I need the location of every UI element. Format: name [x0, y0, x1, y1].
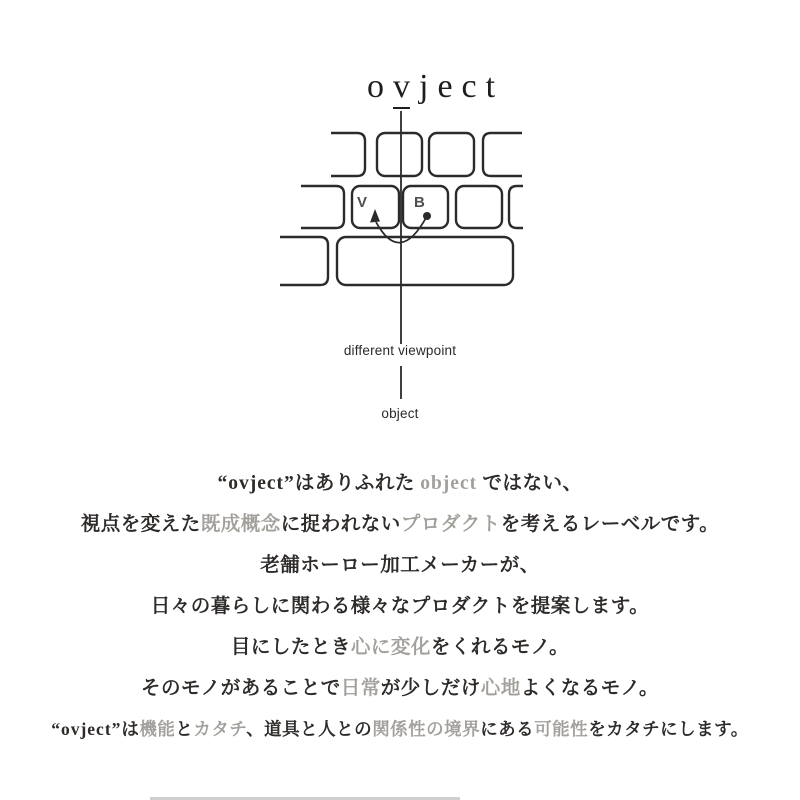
key-v-label: V — [357, 194, 368, 211]
swap-arrow-head-icon — [370, 209, 380, 223]
brand-description — [0, 463, 800, 750]
key-top-1 — [377, 133, 422, 176]
description-line-6: そのモノがあることで日常が少しだけ心地よくなるモノ。 — [140, 678, 660, 699]
label-different-viewpoint: different viewpoint — [343, 343, 457, 358]
key-b-label: B — [414, 194, 425, 211]
key-partial-bottom-left — [280, 237, 328, 285]
key-spacebar — [337, 237, 513, 285]
logo-letter-e: e — [437, 68, 453, 105]
logo-letter-v-underlined: v — [393, 68, 410, 109]
key-top-2 — [429, 133, 474, 176]
logo-letter-c: c — [461, 68, 477, 105]
description-line-4: 日々の暮らしに関わる様々なプロダクトを提案します。 — [150, 596, 650, 617]
key-partial-top-left — [331, 133, 365, 176]
label-object: object — [381, 406, 419, 421]
description-line-1: “ovject”はありふれた object ではない、 — [217, 473, 583, 494]
swap-arrow — [376, 216, 427, 243]
key-partial-mid-left — [301, 186, 344, 228]
logo-ovject — [367, 68, 504, 109]
description-line-5: 目にしたとき心に変化をくれるモノ。 — [230, 637, 570, 658]
keyboard-illustration — [268, 123, 536, 297]
key-partial-top-right — [483, 133, 522, 176]
description-line-3: 老舗ホーロー加工メーカーが、 — [260, 555, 540, 576]
description-line-2: 視点を変えた既成概念に捉われないプロダクトを考えるレーベルです。 — [80, 514, 720, 535]
description-line-7: “ovject”は機能とカタチ、道具と人との関係性の境界にある可能性をカタチにします。 — [51, 719, 749, 739]
key-mid-right — [456, 186, 502, 228]
swap-arrow-start-dot — [423, 212, 431, 220]
logo-letter-o: o — [367, 68, 384, 105]
vertical-line-lower — [400, 366, 402, 399]
key-partial-mid-right — [509, 186, 523, 228]
logo-letter-j: j — [419, 68, 429, 105]
key-b — [403, 186, 448, 228]
logo-letter-t: t — [485, 68, 496, 105]
